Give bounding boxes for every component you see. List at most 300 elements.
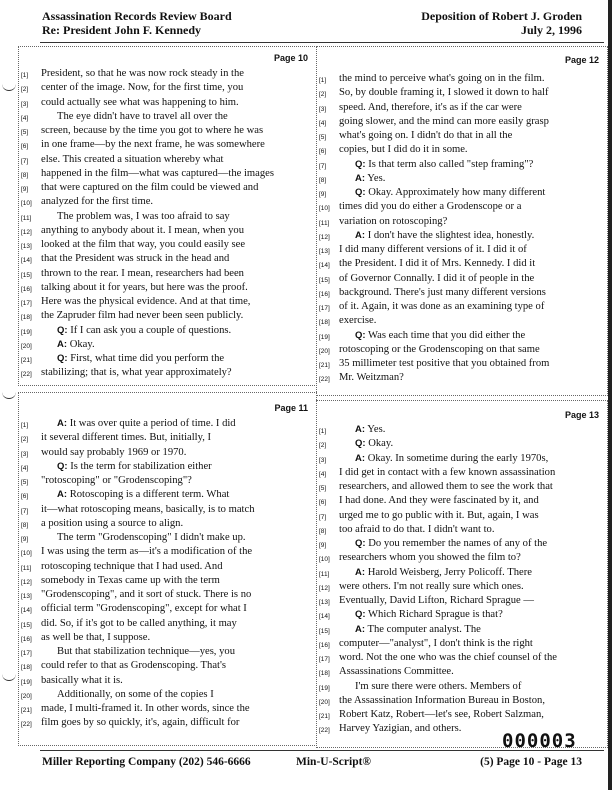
- line-number: [14]: [319, 613, 330, 621]
- line-number: [9]: [21, 536, 29, 543]
- line-text-wrap: [339, 708, 544, 721]
- line-text-wrap: [57, 688, 214, 701]
- line-text-wrap: [339, 86, 549, 99]
- line-text-wrap: [41, 181, 258, 194]
- speaker-label: A:: [355, 229, 366, 241]
- line-text: else. This created a situation whereby what: [41, 153, 224, 165]
- line-text-wrap: [41, 309, 243, 322]
- line-number: [1]: [21, 72, 29, 79]
- line-text: The term "Grodenscoping" I didn't make up.: [57, 532, 246, 543]
- line-text-wrap: [355, 329, 525, 342]
- line-text-wrap: [41, 81, 243, 94]
- line-text-wrap: [41, 138, 265, 151]
- line-text-wrap: [339, 466, 555, 479]
- line-text-wrap: [41, 503, 255, 516]
- footer-company: Miller Reporting Company (202) 546-6666: [42, 756, 251, 768]
- line-text-wrap: [339, 651, 557, 664]
- line-text-wrap: [355, 537, 547, 550]
- line-text: anything to anybody about it. I mean, when you: [41, 224, 245, 236]
- line-text-wrap: [41, 602, 247, 615]
- transcript-page-13: [316, 400, 608, 748]
- line-text-wrap: [41, 67, 244, 80]
- line-number: [12]: [319, 584, 330, 592]
- line-text: it—what rotoscoping means, basically, is to match: [41, 503, 255, 515]
- line-number: [21]: [319, 362, 330, 369]
- line-number: [13]: [21, 593, 32, 600]
- line-number: [12]: [21, 228, 32, 236]
- line-text-wrap: [41, 702, 250, 715]
- speaker-label: A:: [355, 424, 366, 435]
- line-text: I was using the term as—it's a modification of the: [41, 546, 253, 558]
- line-text-wrap: [41, 431, 211, 444]
- line-text: Okay. In sometime during the early 1970s,: [367, 452, 549, 464]
- line-text: researchers whom you showed the film to?: [339, 552, 521, 564]
- speaker-label: A:: [57, 418, 68, 429]
- line-text: what's going on. I didn't do that in all the: [339, 130, 513, 141]
- line-number: [1]: [21, 422, 29, 429]
- line-text: background. There's just many different versions: [339, 286, 546, 298]
- line-number: [21]: [319, 713, 330, 720]
- line-text: variation on rotoscoping?: [339, 215, 448, 227]
- footer-product: Min-U-Script®: [296, 756, 372, 768]
- line-number: [22]: [319, 727, 330, 735]
- line-text: 35 millimeter test positive that you obtained from: [339, 358, 550, 369]
- line-text-wrap: [41, 446, 186, 459]
- line-text: too afraid to do that. I didn't want to.: [339, 523, 495, 535]
- footer-rule: [40, 750, 604, 751]
- line-text: that the President was struck in the head and: [41, 253, 230, 265]
- line-number: [4]: [21, 114, 29, 122]
- line-text-wrap: [355, 186, 545, 199]
- line-number: [15]: [319, 627, 330, 635]
- line-number: [18]: [21, 314, 32, 322]
- line-text: screen, because by the time you got to where he was: [41, 125, 264, 136]
- line-text-wrap: [57, 488, 229, 501]
- line-text-wrap: [57, 210, 230, 223]
- line-number: [17]: [21, 650, 32, 657]
- line-text: analyzed for the first time.: [41, 196, 154, 208]
- line-text-wrap: [41, 167, 274, 180]
- line-number: [6]: [21, 493, 29, 501]
- line-text-wrap: [355, 158, 533, 171]
- line-text: a position using a source to align.: [41, 517, 184, 529]
- line-text-wrap: [41, 195, 153, 208]
- line-text-wrap: [339, 72, 545, 85]
- line-number: [3]: [319, 456, 327, 464]
- line-text: "rotoscoping" or "Grodenscoping"?: [41, 475, 192, 486]
- line-text-wrap: [57, 110, 228, 123]
- line-number: [10]: [319, 556, 330, 564]
- line-text: word. Not the one who was the chief counsel of the: [339, 652, 557, 663]
- line-number: [9]: [21, 186, 29, 193]
- line-number: [4]: [319, 470, 327, 478]
- line-number: [10]: [21, 550, 32, 558]
- header-deposition: Deposition of Robert J. Groden: [421, 9, 582, 23]
- line-text: Is that term also called "step framing"?: [368, 158, 534, 170]
- line-text: in one frame—by the next frame, he was somewhere: [41, 139, 265, 151]
- line-number: [18]: [21, 664, 32, 672]
- binder-mark: [2, 80, 16, 91]
- line-text-wrap: [339, 357, 549, 370]
- line-text: could actually see what was happening to him.: [41, 96, 239, 108]
- line-text-wrap: [355, 680, 521, 693]
- line-number: [18]: [319, 670, 330, 678]
- line-text-wrap: [41, 267, 244, 280]
- line-number: [21]: [21, 357, 32, 364]
- line-text-wrap: [339, 551, 521, 564]
- line-number: [10]: [21, 200, 32, 208]
- line-text: Additionally, on some of the copies I: [57, 688, 214, 700]
- speaker-label: Q:: [355, 538, 366, 549]
- line-text-wrap: [41, 631, 150, 644]
- line-text: somebody in Texas came up with the term: [41, 574, 220, 586]
- line-text: Yes.: [367, 424, 386, 435]
- line-text: going slower, and the mind can more easily grasp: [339, 115, 549, 127]
- line-text-wrap: [57, 460, 212, 473]
- line-text: Mr. Weitzman?: [339, 372, 404, 384]
- line-number: [5]: [21, 129, 29, 136]
- line-text-wrap: [339, 200, 521, 213]
- line-number: [12]: [21, 578, 32, 586]
- line-number: [22]: [21, 371, 32, 379]
- line-number: [20]: [319, 698, 330, 706]
- speaker-label: A:: [57, 489, 68, 501]
- line-text-wrap: [355, 566, 532, 579]
- line-number: [19]: [319, 333, 330, 341]
- line-text: that were captured on the film could be viewed and: [41, 182, 259, 193]
- transcript-page-10: [18, 46, 317, 386]
- line-number: [16]: [21, 635, 32, 643]
- line-number: [9]: [319, 542, 327, 549]
- line-number: [11]: [319, 219, 330, 227]
- line-text: Robert Katz, Robert—let's see, Robert Salzman,: [339, 709, 544, 720]
- speaker-label: Q:: [355, 187, 366, 198]
- line-text-wrap: [41, 659, 226, 672]
- line-number: [6]: [21, 143, 29, 151]
- header-org: Assassination Records Review Board: [42, 9, 232, 23]
- line-number: [17]: [21, 300, 32, 307]
- line-number: [12]: [319, 233, 330, 241]
- line-text: Yes.: [367, 172, 386, 184]
- line-text: center of the image. Now, for the first time, you: [41, 82, 244, 94]
- line-text-wrap: [339, 314, 376, 327]
- line-text: did. So, if it's got to be called anything, it may: [41, 617, 237, 629]
- line-number: [21]: [21, 707, 32, 714]
- line-text: President, so that he was now rock steady in the: [41, 68, 245, 79]
- line-number: [19]: [319, 684, 330, 692]
- line-text-wrap: [41, 517, 183, 530]
- line-number: [10]: [319, 205, 330, 213]
- line-number: [15]: [21, 621, 32, 629]
- line-text-wrap: [339, 509, 539, 522]
- line-text-wrap: [339, 523, 495, 536]
- line-number: [17]: [319, 305, 330, 312]
- line-text: Okay.: [69, 338, 95, 350]
- header-right: [421, 9, 582, 37]
- line-text-wrap: [339, 371, 404, 384]
- line-number: [7]: [319, 513, 327, 521]
- line-text: copies, but I did do it in some.: [339, 144, 468, 156]
- line-text: rotoscoping technique that I had used. And: [41, 560, 223, 572]
- line-number: [4]: [319, 119, 327, 127]
- line-text-wrap: [355, 423, 385, 436]
- line-text: the mind to perceive what's going on in the film.: [339, 73, 545, 84]
- line-text-wrap: [57, 338, 95, 351]
- line-text: Okay. Approximately how many different: [368, 187, 546, 198]
- line-number: [7]: [21, 507, 29, 515]
- line-number: [11]: [319, 570, 330, 578]
- line-text: computer—"analyst", I don't think is the right: [339, 637, 533, 649]
- line-text: the Assassination Information Bureau in Boston,: [339, 694, 545, 706]
- line-text: The eye didn't have to travel all over the: [57, 110, 228, 122]
- line-text-wrap: [339, 272, 534, 285]
- line-text: Which Richard Sprague is that?: [368, 609, 503, 621]
- header-left: [42, 9, 232, 37]
- line-text-wrap: [41, 574, 220, 587]
- line-number: [8]: [21, 521, 29, 529]
- speaker-label: Q:: [57, 460, 68, 472]
- line-number: [16]: [21, 285, 32, 293]
- line-text: Here was the physical evidence. And at that time,: [41, 296, 251, 307]
- line-text-wrap: [41, 474, 192, 487]
- line-text: speed. And, therefore, it's as if the car were: [339, 101, 522, 113]
- line-text: I did many different versions of it. I did it of: [339, 244, 527, 255]
- line-text-wrap: [355, 437, 393, 450]
- line-text: The problem was, I was too afraid to say: [57, 210, 230, 222]
- line-number: [5]: [21, 479, 29, 486]
- line-number: [5]: [319, 485, 327, 492]
- line-text: of it. Again, it was done as an examining type of: [339, 301, 545, 312]
- line-text-wrap: [339, 480, 553, 493]
- line-text-wrap: [339, 580, 524, 593]
- line-number: [22]: [21, 721, 32, 729]
- line-number: [14]: [319, 262, 330, 270]
- line-number: [11]: [21, 564, 32, 572]
- line-text: looked at the film that way, you could easily see: [41, 239, 246, 250]
- line-text-wrap: [355, 172, 385, 185]
- line-number: [2]: [319, 91, 327, 99]
- line-number: [8]: [319, 527, 327, 535]
- line-number: [20]: [21, 692, 32, 700]
- line-text-wrap: [41, 238, 245, 251]
- line-number: [8]: [21, 171, 29, 179]
- line-number: [3]: [21, 450, 29, 458]
- line-text-wrap: [41, 545, 252, 558]
- speaker-label: Q:: [355, 438, 366, 450]
- line-text: made, I multi-framed it. In other words, since the: [41, 703, 250, 714]
- line-text-wrap: [355, 229, 534, 242]
- line-number: [15]: [21, 271, 32, 279]
- line-text-wrap: [339, 594, 534, 607]
- line-number: [13]: [319, 248, 330, 255]
- line-number: [15]: [319, 276, 330, 284]
- line-number: [18]: [319, 319, 330, 327]
- header-re: Re: President John F. Kennedy: [42, 23, 202, 37]
- line-text: If I can ask you a couple of questions.: [70, 324, 232, 336]
- line-number: [17]: [319, 656, 330, 663]
- line-text: could refer to that as Grodenscoping. That's: [41, 660, 226, 672]
- line-number: [14]: [21, 257, 32, 265]
- binder-mark: [2, 670, 16, 681]
- speaker-label: Q:: [57, 324, 68, 336]
- line-text: film goes by so quickly, it's, again, difficult for: [41, 717, 240, 729]
- line-text-wrap: [339, 494, 539, 507]
- line-text: But that stabilization technique—yes, you: [57, 646, 235, 657]
- line-text-wrap: [41, 560, 223, 573]
- line-text-wrap: [339, 286, 546, 299]
- line-text-wrap: [339, 694, 545, 707]
- line-number: [16]: [319, 290, 330, 298]
- line-text: Eventually, David Lifton, Richard Sprague —: [339, 595, 534, 606]
- line-text-wrap: [41, 617, 237, 630]
- line-text: Is the term for stabilization either: [70, 460, 212, 472]
- header-date: July 2, 1996: [520, 23, 582, 37]
- line-text-wrap: [339, 722, 461, 735]
- line-text-wrap: [339, 143, 468, 156]
- line-number: [19]: [21, 328, 32, 336]
- line-text: happened in the film—what was captured—the images: [41, 167, 274, 179]
- speaker-label: A:: [355, 623, 366, 635]
- line-number: [4]: [21, 464, 29, 472]
- line-text-wrap: [57, 531, 246, 544]
- line-text: "Grodenscoping", and it sort of stuck. There is no: [41, 589, 252, 600]
- line-text: basically what it is.: [41, 674, 123, 686]
- line-text-wrap: [339, 215, 447, 228]
- line-text: exercise.: [339, 315, 377, 327]
- line-number: [8]: [319, 176, 327, 184]
- line-text: So, by double framing it, I slowed it down to half: [339, 87, 549, 99]
- line-text-wrap: [41, 224, 244, 237]
- line-text: the Zapruder film had never been seen publicly.: [41, 310, 244, 322]
- line-text: of Governor Connally. I did it of people in the: [339, 272, 535, 284]
- line-text: rotoscoping or the Grodenscoping on that same: [339, 343, 540, 355]
- speaker-label: Q:: [355, 329, 366, 341]
- line-number: [5]: [319, 134, 327, 141]
- line-number: [22]: [319, 376, 330, 384]
- binder-mark: [2, 388, 16, 399]
- line-text: stabilizing; that is, what year approximately?: [41, 367, 232, 379]
- line-text-wrap: [339, 129, 512, 142]
- line-text: thrown to the rear. I mean, researchers had been: [41, 267, 244, 279]
- line-text: would say probably 1969 or 1970.: [41, 446, 187, 458]
- line-text-wrap: [355, 608, 503, 621]
- line-text: Okay.: [368, 438, 394, 450]
- line-text: as well be that, I suppose.: [41, 631, 151, 643]
- line-number: [13]: [21, 243, 32, 250]
- header-rule: [40, 42, 604, 43]
- line-number: [16]: [319, 641, 330, 649]
- line-text: Was each time that you did either the: [368, 329, 526, 341]
- line-number: [7]: [319, 162, 327, 170]
- line-text-wrap: [339, 243, 527, 256]
- speaker-label: Q:: [355, 158, 366, 170]
- line-number: [2]: [21, 436, 29, 444]
- line-text: official term "Grodenscoping", except for what I: [41, 603, 247, 615]
- line-text-wrap: [57, 352, 224, 365]
- speaker-label: A:: [355, 452, 366, 464]
- line-number: [2]: [319, 442, 327, 450]
- line-number: [11]: [21, 214, 32, 222]
- line-text: It was over quite a period of time. I did: [69, 418, 236, 429]
- line-number: [19]: [21, 678, 32, 686]
- line-text-wrap: [41, 674, 123, 687]
- transcript-page-12: [316, 46, 608, 396]
- line-text-wrap: [339, 343, 540, 356]
- page-number-label: Page 11: [274, 403, 308, 413]
- bates-stamp: 000003: [502, 730, 577, 752]
- line-text-wrap: [57, 417, 236, 430]
- line-number: [20]: [21, 342, 32, 350]
- line-text: talking about it for years, but here was the proof.: [41, 281, 248, 293]
- line-text-wrap: [57, 324, 231, 337]
- line-text-wrap: [41, 716, 239, 729]
- page-number-label: Page 13: [564, 410, 599, 420]
- line-text: it several different times. But, initially, I: [41, 432, 212, 444]
- line-text-wrap: [41, 366, 232, 379]
- line-number: [13]: [319, 599, 330, 606]
- line-number: [3]: [319, 105, 327, 113]
- line-number: [6]: [319, 499, 327, 507]
- line-text-wrap: [339, 115, 549, 128]
- line-text-wrap: [355, 452, 548, 465]
- line-number: [1]: [319, 77, 327, 84]
- line-text: researchers, and allowed them to see the work that: [339, 481, 553, 492]
- line-number: [7]: [21, 157, 29, 165]
- footer-page-range: (5) Page 10 - Page 13: [480, 756, 582, 768]
- line-number: [6]: [319, 148, 327, 156]
- page-number-label: Page 12: [564, 55, 599, 65]
- line-text-wrap: [339, 257, 535, 270]
- line-text-wrap: [41, 281, 248, 294]
- line-number: [3]: [21, 100, 29, 108]
- line-text-wrap: [41, 295, 250, 308]
- line-text: were others. I'm not really sure which ones.: [339, 580, 524, 592]
- speaker-label: A:: [355, 172, 366, 184]
- line-text-wrap: [57, 645, 235, 658]
- line-text-wrap: [41, 588, 251, 601]
- line-text: the President. I did it of Mrs. Kennedy. I did it: [339, 258, 536, 270]
- line-text-wrap: [339, 101, 522, 114]
- line-text: urged me to go public with it. But, again, I was: [339, 509, 539, 521]
- line-number: [1]: [319, 428, 327, 435]
- line-text-wrap: [339, 637, 533, 650]
- line-number: [20]: [319, 347, 330, 355]
- line-text-wrap: [41, 153, 223, 166]
- speaker-label: Q:: [355, 609, 366, 621]
- line-text: The computer analyst. The: [367, 623, 481, 635]
- transcript-page-11: [18, 392, 317, 746]
- scan-edge: [608, 0, 612, 790]
- line-text-wrap: [41, 252, 229, 265]
- speaker-label: A:: [57, 338, 68, 350]
- page-number-label: Page 10: [273, 53, 308, 63]
- line-text-wrap: [355, 623, 481, 636]
- line-text: Harold Weisberg, Jerry Policoff. There: [367, 566, 532, 578]
- line-text-wrap: [339, 665, 454, 678]
- line-number: [2]: [21, 86, 29, 94]
- line-text-wrap: [41, 124, 263, 137]
- line-text: Rotoscoping is a different term. What: [69, 489, 230, 501]
- line-text: I had done. And they were fascinated by it, and: [339, 495, 539, 507]
- line-text-wrap: [41, 96, 239, 109]
- line-text: I don't have the slightest idea, honestly.: [367, 229, 535, 241]
- line-text: times did you do either a Grodenscope or a: [339, 201, 522, 213]
- line-text-wrap: [339, 300, 544, 313]
- line-number: [9]: [319, 191, 327, 198]
- line-number: [14]: [21, 607, 32, 615]
- speaker-label: A:: [355, 566, 366, 578]
- line-text: First, what time did you perform the: [70, 353, 225, 364]
